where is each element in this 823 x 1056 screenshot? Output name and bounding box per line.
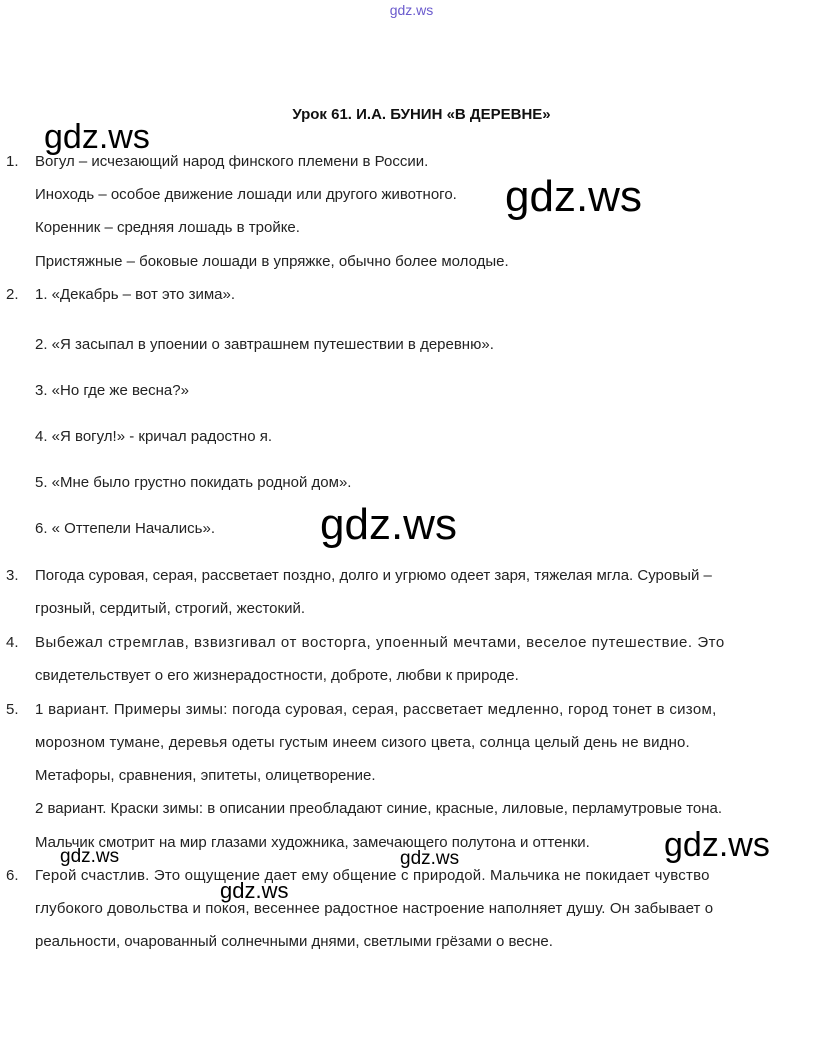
item-number: 1. <box>6 153 19 170</box>
quote-line: 5. «Мне было грустно покидать родной дом». <box>35 474 352 491</box>
watermark-text: gdz.ws <box>60 846 120 867</box>
item-line: глубокого довольства и покоя, весеннее радостное настроение наполняет душу. Он забывает о <box>35 900 714 917</box>
item-number: 5. <box>6 701 19 718</box>
watermark-text: gdz.ws <box>320 500 457 549</box>
item-line: 2 вариант. Краски зимы: в описании преобладают синие, красные, лиловые, перламутровые тона. <box>35 800 723 817</box>
item-line: реальности, очарованный солнечными днями, светлыми грёзами о весне. <box>35 933 553 950</box>
item-line: свидетельствует о его жизнерадостности, доброте, любви к природе. <box>35 667 519 684</box>
page-title: Урок 61. И.А. БУНИН «В ДЕРЕВНЕ» <box>292 106 551 123</box>
item-number: 2. <box>6 286 19 303</box>
item-line: Вогул – исчезающий народ финского племени в России. <box>35 153 429 170</box>
watermark-text: gdz.ws <box>664 826 770 864</box>
watermark-text: gdz.ws <box>220 878 289 903</box>
item-line: Погода суровая, серая, рассветает поздно, долго и угрюмо одеет заря, тяжелая мгла. Суровый – <box>35 567 712 584</box>
item-line: Иноходь – особое движение лошади или другого животного. <box>35 186 457 203</box>
quote-line: 3. «Но где же весна?» <box>35 382 189 399</box>
item-line: Мальчик смотрит на мир глазами художника, замечающего полутона и оттенки. <box>35 834 590 851</box>
item-number: 4. <box>6 634 19 651</box>
item-line: Пристяжные – боковые лошади в упряжке, обычно более молодые. <box>35 253 509 270</box>
item-line: Выбежал стремглав, взвизгивал от восторга, упоенный мечтами, веселое путешествие. Это <box>35 634 725 651</box>
header-site-link[interactable]: gdz.ws <box>389 2 434 18</box>
watermark-text: gdz.ws <box>44 118 150 156</box>
item-number: 3. <box>6 567 19 584</box>
item-number: 6. <box>6 867 19 884</box>
quote-line: 6. « Оттепели Начались». <box>35 520 215 537</box>
item-line: Коренник – средняя лошадь в тройке. <box>35 219 300 236</box>
item-line: морозном тумане, деревья одеты густым инеем сизого цвета, солнца целый день не видно. <box>35 734 690 751</box>
item-line: Метафоры, сравнения, эпитеты, олицетворение. <box>35 767 376 784</box>
item-line: Герой счастлив. Это ощущение дает ему общение с природой. Мальчика не покидает чувство <box>35 867 710 884</box>
watermark-text: gdz.ws <box>400 848 460 869</box>
item-line: 1 вариант. Примеры зимы: погода суровая, серая, рассветает медленно, город тонет в сизом, <box>35 701 717 718</box>
watermark-text: gdz.ws <box>505 172 642 221</box>
item-line: грозный, сердитый, строгий, жестокий. <box>35 600 306 617</box>
quote-line: 4. «Я вогул!» - кричал радостно я. <box>35 428 272 445</box>
quote-line: 2. «Я засыпал в упоении о завтрашнем путешествии в деревню». <box>35 336 494 353</box>
quote-line: 1. «Декабрь – вот это зима». <box>35 286 235 303</box>
